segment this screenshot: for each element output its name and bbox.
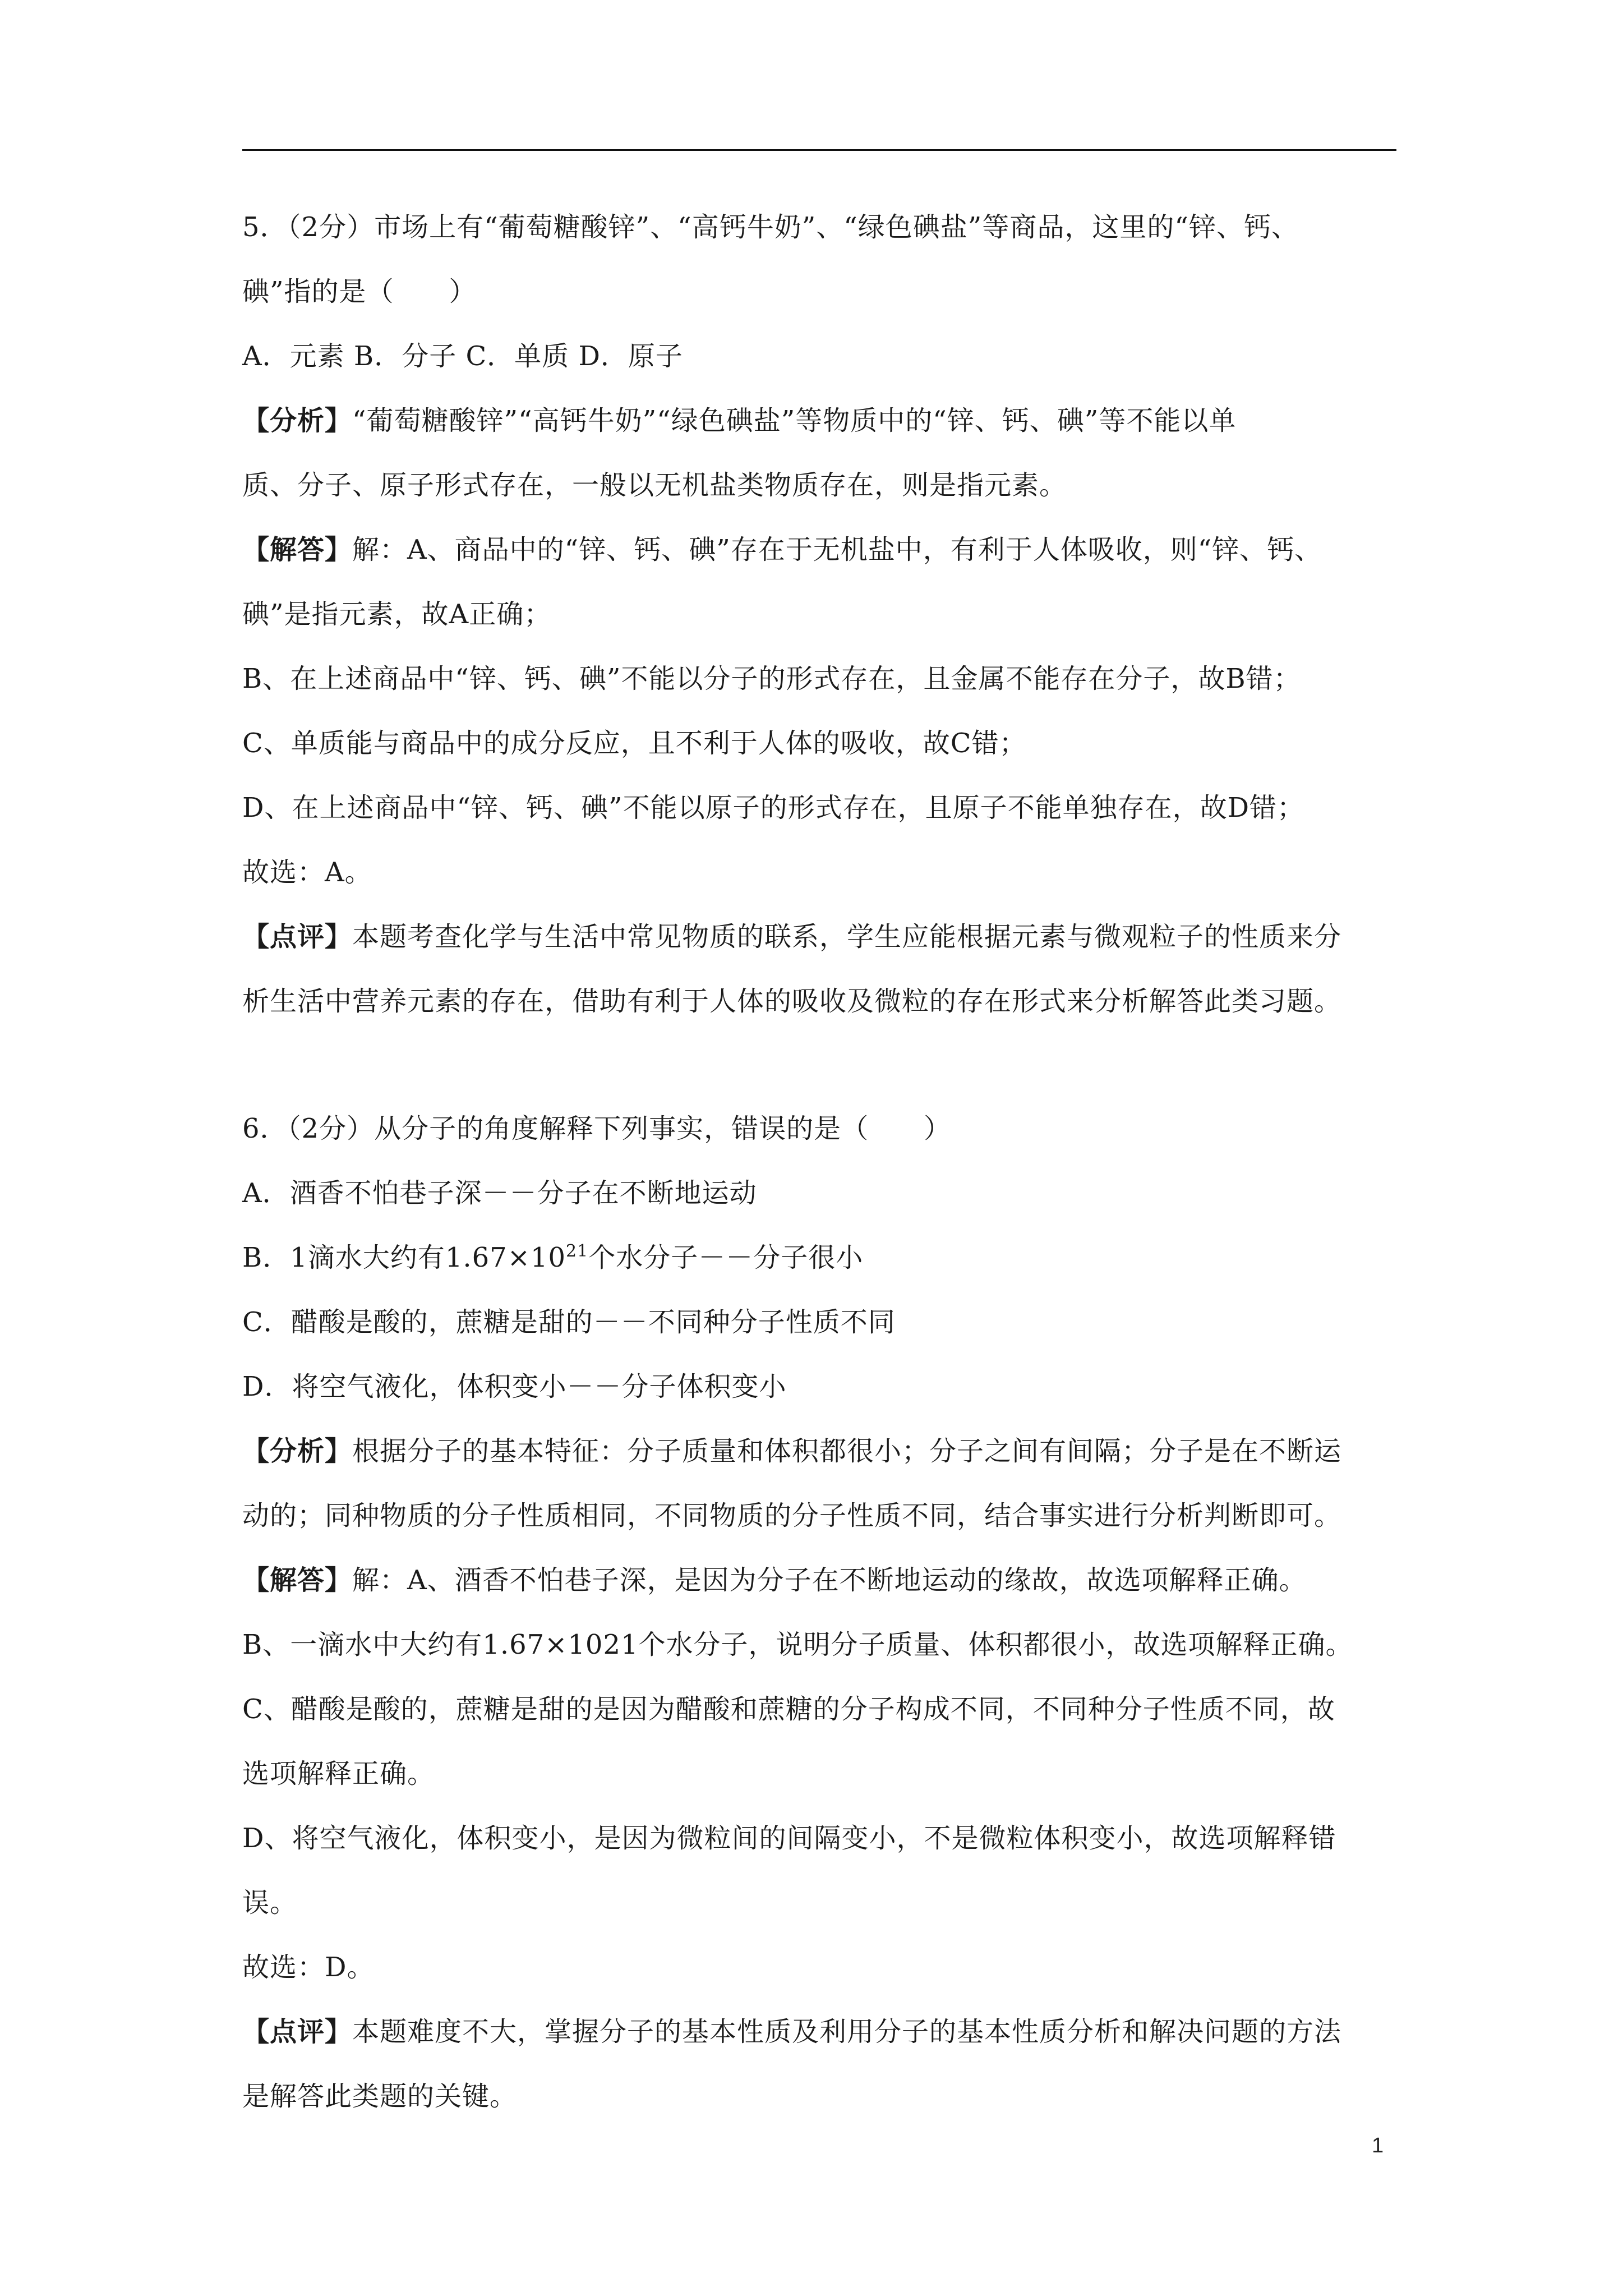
q5-answer-text-1: 解：A、商品中的“锌、钙、碘”存在于无机盐中，有利于人体吸收，则“锌、钙、: [352, 534, 1322, 565]
q6-analysis-text-1: 根据分子的基本特征：分子质量和体积都很小；分子之间有间隔；分子是在不断运: [352, 1435, 1342, 1467]
q6-option-c: C．醋酸是酸的，蔗糖是甜的－－不同种分子性质不同: [242, 1306, 896, 1338]
q5-analysis-tag: 【分析】: [242, 405, 353, 436]
q5-stem-line-1: 5．（2分）市场上有“葡萄糖酸锌”、“高钙牛奶”、“绿色碘盐”等商品，这里的“锌、钙、: [242, 211, 1299, 243]
q5-answer-line-1: [242, 518, 1396, 582]
q5-comment-text-1: 本题考查化学与生活中常见物质的联系，学生应能根据元素与微观粒子的性质来分: [352, 921, 1342, 953]
page-content: [242, 195, 1396, 2129]
q6-option-b: [242, 1226, 1396, 1290]
q6-option-b-post: 个水分子－－分子很小: [588, 1242, 864, 1273]
q5-comment-tag: 【点评】: [242, 921, 353, 953]
q5-answer-tag: 【解答】: [242, 534, 353, 565]
q6-answer-line-3: C、醋酸是酸的，蔗糖是甜的是因为醋酸和蔗糖的分子构成不同，不同种分子性质不同，故: [242, 1694, 1335, 1725]
q5-answer-line-2: 碘”是指元素，故A正确；: [242, 599, 552, 630]
q6-answer-tag: 【解答】: [242, 1565, 353, 1596]
q5-options: A．元素 B．分子 C．单质 D．原子: [242, 341, 683, 372]
q6-answer-line-1: [242, 1548, 1396, 1613]
q5-analysis-line-2: 质、分子、原子形式存在，一般以无机盐类物质存在，则是指元素。: [242, 470, 1067, 501]
q6-option-b-exponent: 21: [566, 1241, 589, 1261]
q5-analysis-line-1: [242, 389, 1396, 453]
q6-comment-line-2: 是解答此类题的关键。: [242, 2081, 518, 2112]
q5-answer-line-6: 故选：A。: [242, 857, 372, 888]
q6-answer-line-4: 选项解释正确。: [242, 1758, 435, 1789]
q6-option-d: D．将空气液化，体积变小－－分子体积变小: [242, 1371, 787, 1402]
q5-stem-line-2: 碘”指的是（ ）: [242, 276, 477, 307]
q5-comment-line-1: [242, 905, 1396, 969]
q5-answer-line-5: D、在上述商品中“锌、钙、碘”不能以原子的形式存在，且原子不能单独存在，故D错；: [242, 792, 1305, 823]
page-number: 1: [1372, 2134, 1384, 2157]
question-spacer: [242, 1034, 1396, 1097]
q6-answer-line-2: B、一滴水中大约有1.67×1021个水分子，说明分子质量、体积都很小，故选项解释正确。: [242, 1629, 1353, 1660]
q6-option-b-pre: B．1滴水大约有1.67×10: [242, 1242, 566, 1273]
q5-answer-line-4: C、单质能与商品中的成分反应，且不利于人体的吸收，故C错；: [242, 728, 1027, 759]
q6-answer-text-1: 解：A、酒香不怕巷子深，是因为分子在不断地运动的缘故，故选项解释正确。: [352, 1565, 1307, 1596]
q6-stem: 6．（2分）从分子的角度解释下列事实，错误的是（ ）: [242, 1113, 952, 1144]
q5-analysis-text-1: “葡萄糖酸锌”“高钙牛奶”“绿色碘盐”等物质中的“锌、钙、碘”等不能以单: [352, 405, 1237, 436]
q6-answer-line-6: 误。: [242, 1887, 298, 1918]
q6-analysis-line-1: [242, 1419, 1396, 1484]
q6-comment-text-1: 本题难度不大，掌握分子的基本性质及利用分子的基本性质分析和解决问题的方法: [352, 2016, 1342, 2047]
q5-answer-line-3: B、在上述商品中“锌、钙、碘”不能以分子的形式存在，且金属不能存在分子，故B错；: [242, 663, 1301, 694]
q6-analysis-line-2: 动的；同种物质的分子性质相同，不同物质的分子性质不同，结合事实进行分析判断即可。: [242, 1500, 1342, 1531]
q6-option-a: A．酒香不怕巷子深－－分子在不断地运动: [242, 1177, 757, 1209]
q6-comment-line-1: [242, 2000, 1396, 2064]
q6-answer-line-7: 故选：D。: [242, 1952, 375, 1983]
q6-comment-tag: 【点评】: [242, 2016, 353, 2047]
q6-answer-line-5: D、将空气液化，体积变小，是因为微粒间的间隔变小，不是微粒体积变小，故选项解释错: [242, 1823, 1336, 1854]
q5-comment-line-2: 析生活中营养元素的存在，借助有利于人体的吸收及微粒的存在形式来分析解答此类习题。: [242, 986, 1342, 1017]
q6-analysis-tag: 【分析】: [242, 1435, 353, 1467]
header-rule: [242, 149, 1396, 151]
